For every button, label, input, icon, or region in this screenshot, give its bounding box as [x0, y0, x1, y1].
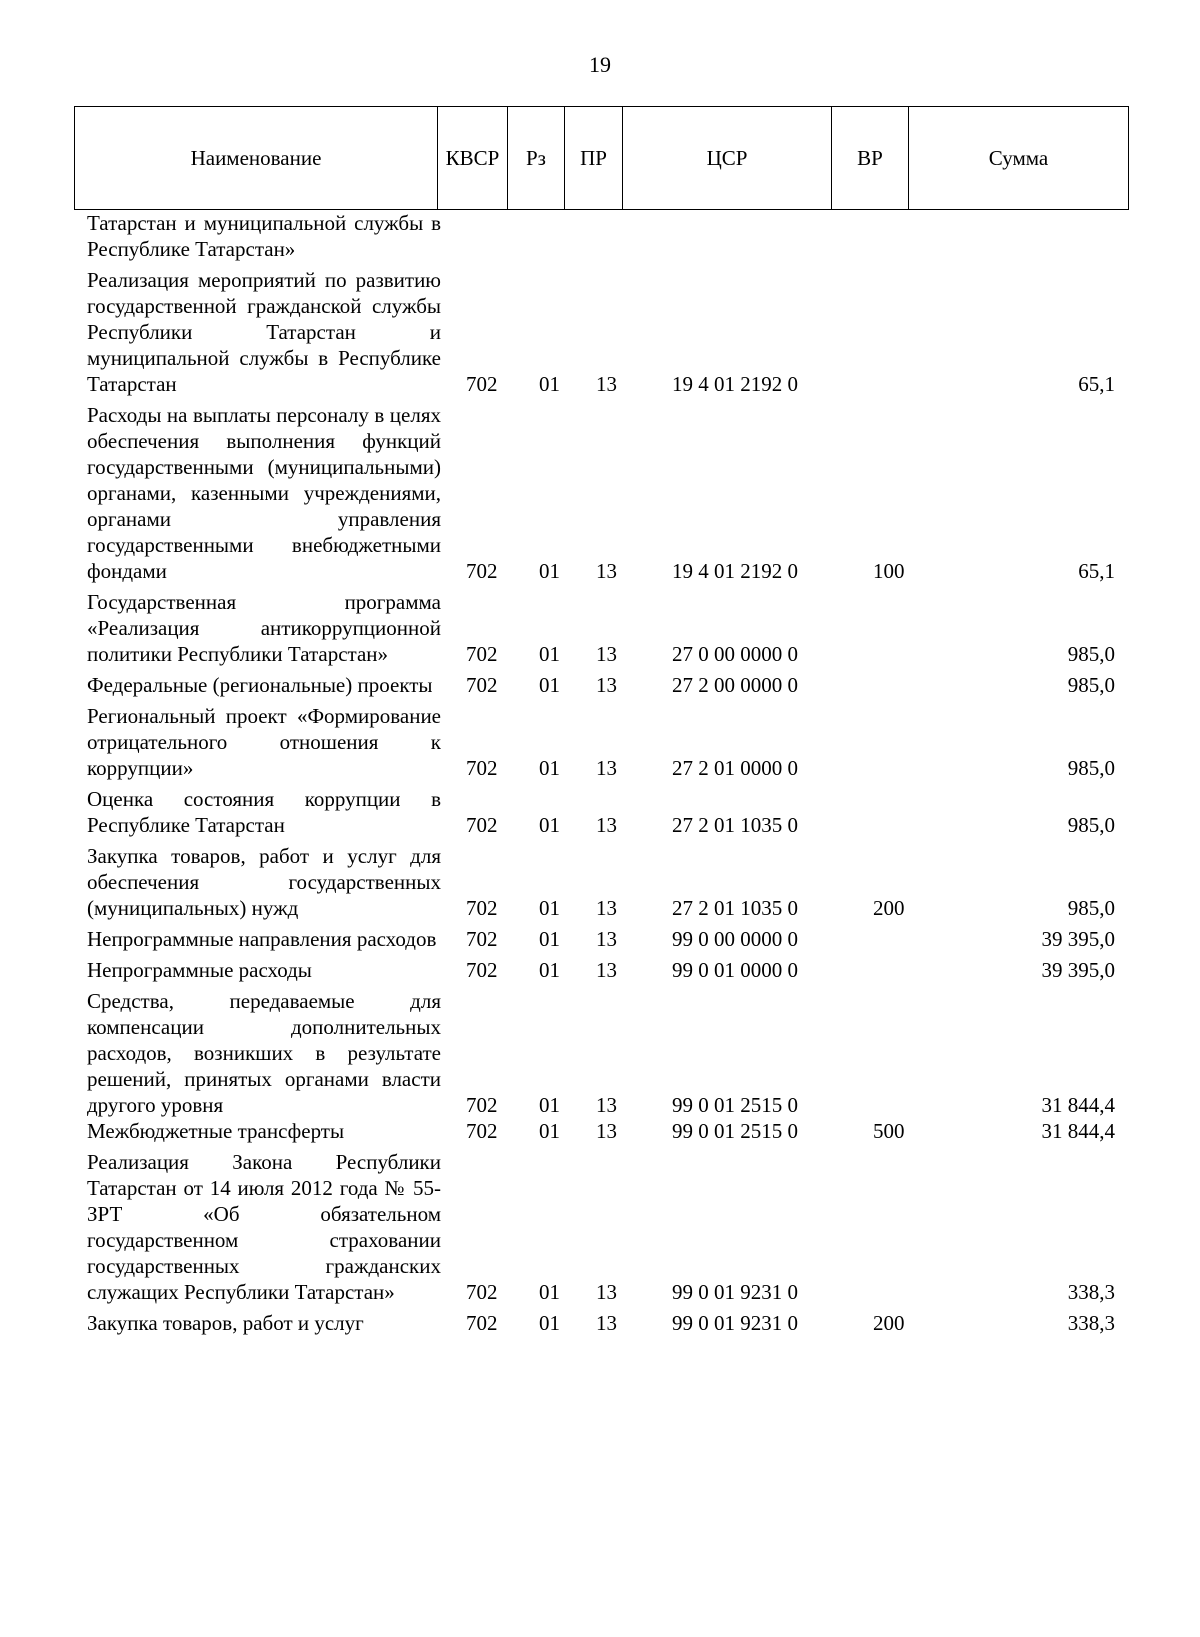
row-sum: 338,3: [1067, 1311, 1115, 1335]
row-name: Региональный проект «Формирование отрицательного отношения к коррупции»: [87, 704, 441, 780]
row-sum: 338,3: [1067, 1280, 1115, 1304]
row-name: Оценка состояния коррупции в Республике Татарстан: [87, 787, 441, 837]
row-rz: 01: [539, 673, 560, 697]
table-row: [0, 988, 1200, 1118]
row-kvsr: 702: [466, 896, 498, 920]
row-name: Средства, передаваемые для компенсации дополнительных расходов, возникших в результате решений, принятых органами власти другого уровня: [87, 989, 441, 1117]
row-rz: 01: [539, 1093, 560, 1117]
row-csr: 99 0 01 0000 0: [672, 958, 798, 982]
table-row: [0, 786, 1200, 838]
row-csr: 27 2 01 0000 0: [672, 756, 798, 780]
row-pr: 13: [596, 559, 617, 583]
row-pr: 13: [596, 1119, 617, 1143]
row-vr: 200: [873, 1311, 905, 1335]
row-pr: 13: [596, 673, 617, 697]
row-kvsr: 702: [466, 372, 498, 396]
table-row: [0, 1118, 1200, 1144]
row-pr: 13: [596, 813, 617, 837]
row-pr: 13: [596, 642, 617, 666]
table-row: [0, 267, 1200, 397]
row-csr: 99 0 00 0000 0: [672, 927, 798, 951]
row-csr: 27 2 01 1035 0: [672, 813, 798, 837]
row-rz: 01: [539, 1311, 560, 1335]
row-sum: 39 395,0: [1041, 958, 1115, 982]
row-rz: 01: [539, 1280, 560, 1304]
table-row: [0, 402, 1200, 584]
row-vr: 100: [873, 559, 905, 583]
row-name: Федеральные (региональные) проекты: [87, 673, 433, 697]
row-csr: 99 0 01 2515 0: [672, 1119, 798, 1143]
row-csr: 99 0 01 2515 0: [672, 1093, 798, 1117]
row-sum: 39 395,0: [1041, 927, 1115, 951]
table-row: [0, 843, 1200, 921]
row-csr: 27 2 00 0000 0: [672, 673, 798, 697]
row-name: Межбюджетные трансферты: [87, 1119, 345, 1143]
row-name: Закупка товаров, работ и услуг для обеспечения государственных (муниципальных) нужд: [87, 844, 441, 920]
row-name: Государственная программа «Реализация антикоррупционной политики Республики Татарстан»: [87, 590, 441, 666]
column-header-vr: ВР: [832, 107, 909, 210]
row-csr: 27 0 00 0000 0: [672, 642, 798, 666]
row-sum: 65,1: [1078, 559, 1115, 583]
row-pr: 13: [596, 896, 617, 920]
row-kvsr: 702: [466, 1280, 498, 1304]
page-number: 19: [589, 52, 611, 77]
table-row: [0, 926, 1200, 952]
table-body: [0, 210, 1200, 1336]
table-row: [0, 210, 1200, 262]
table-row: [0, 1310, 1200, 1336]
row-sum: 985,0: [1067, 896, 1115, 920]
row-rz: 01: [539, 958, 560, 982]
row-rz: 01: [539, 642, 560, 666]
row-rz: 01: [539, 896, 560, 920]
row-name: Татарстан и муниципальной службы в Республике Татарстан»: [87, 211, 441, 261]
row-kvsr: 702: [466, 559, 498, 583]
row-pr: 13: [596, 1093, 617, 1117]
column-header-pr: ПР: [565, 107, 623, 210]
row-kvsr: 702: [466, 756, 498, 780]
row-sum: 65,1: [1078, 372, 1115, 396]
row-sum: 31 844,4: [1041, 1119, 1115, 1143]
row-pr: 13: [596, 1311, 617, 1335]
row-sum: 31 844,4: [1041, 1093, 1115, 1117]
table-row: [0, 672, 1200, 698]
row-name: Реализация мероприятий по развитию государственной гражданской службы Республики Татарстан и муниципальной службы в Республике Татарстан: [87, 268, 441, 396]
row-kvsr: 702: [466, 1093, 498, 1117]
table-row: [0, 1149, 1200, 1305]
row-kvsr: 702: [466, 1311, 498, 1335]
row-rz: 01: [539, 813, 560, 837]
column-header-sum: Сумма: [909, 107, 1129, 210]
row-name: Непрограммные направления расходов: [87, 927, 437, 951]
row-csr: 19 4 01 2192 0: [672, 559, 798, 583]
row-kvsr: 702: [466, 813, 498, 837]
column-header-name: Наименование: [190, 146, 322, 170]
column-header-csr: ЦСР: [623, 107, 832, 210]
row-rz: 01: [539, 559, 560, 583]
row-kvsr: 702: [466, 927, 498, 951]
row-name: Расходы на выплаты персоналу в целях обеспечения выполнения функций государственными (муниципальными) органами, казенными учреждениями, органами управления государственными внебюджетными фондами: [87, 403, 441, 583]
table-row: [0, 589, 1200, 667]
row-pr: 13: [596, 372, 617, 396]
row-vr: 200: [873, 896, 905, 920]
table-row: [0, 703, 1200, 781]
row-kvsr: 702: [466, 958, 498, 982]
row-pr: 13: [596, 927, 617, 951]
row-sum: 985,0: [1067, 673, 1115, 697]
row-name: Непрограммные расходы: [87, 958, 312, 982]
row-rz: 01: [539, 372, 560, 396]
row-vr: 500: [873, 1119, 905, 1143]
row-pr: 13: [596, 756, 617, 780]
table-header: [74, 106, 1129, 210]
row-kvsr: 702: [466, 673, 498, 697]
row-csr: 27 2 01 1035 0: [672, 896, 798, 920]
row-pr: 13: [596, 1280, 617, 1304]
row-rz: 01: [539, 1119, 560, 1143]
row-rz: 01: [539, 927, 560, 951]
row-rz: 01: [539, 756, 560, 780]
row-sum: 985,0: [1067, 813, 1115, 837]
row-csr: 99 0 01 9231 0: [672, 1311, 798, 1335]
row-kvsr: 702: [466, 1119, 498, 1143]
row-name: Реализация Закона Республики Татарстан от 14 июля 2012 года № 55-ЗРТ «Об обязательном государственном страховании государственных гражданских служащих Республики Татарстан»: [87, 1150, 441, 1304]
table-row: [0, 957, 1200, 983]
row-sum: 985,0: [1067, 756, 1115, 780]
row-name: Закупка товаров, работ и услуг: [87, 1311, 364, 1335]
row-csr: 19 4 01 2192 0: [672, 372, 798, 396]
column-header-kvsr: КВСР: [438, 107, 508, 210]
row-csr: 99 0 01 9231 0: [672, 1280, 798, 1304]
row-pr: 13: [596, 958, 617, 982]
column-header-rz: Рз: [508, 107, 565, 210]
row-kvsr: 702: [466, 642, 498, 666]
row-sum: 985,0: [1067, 642, 1115, 666]
